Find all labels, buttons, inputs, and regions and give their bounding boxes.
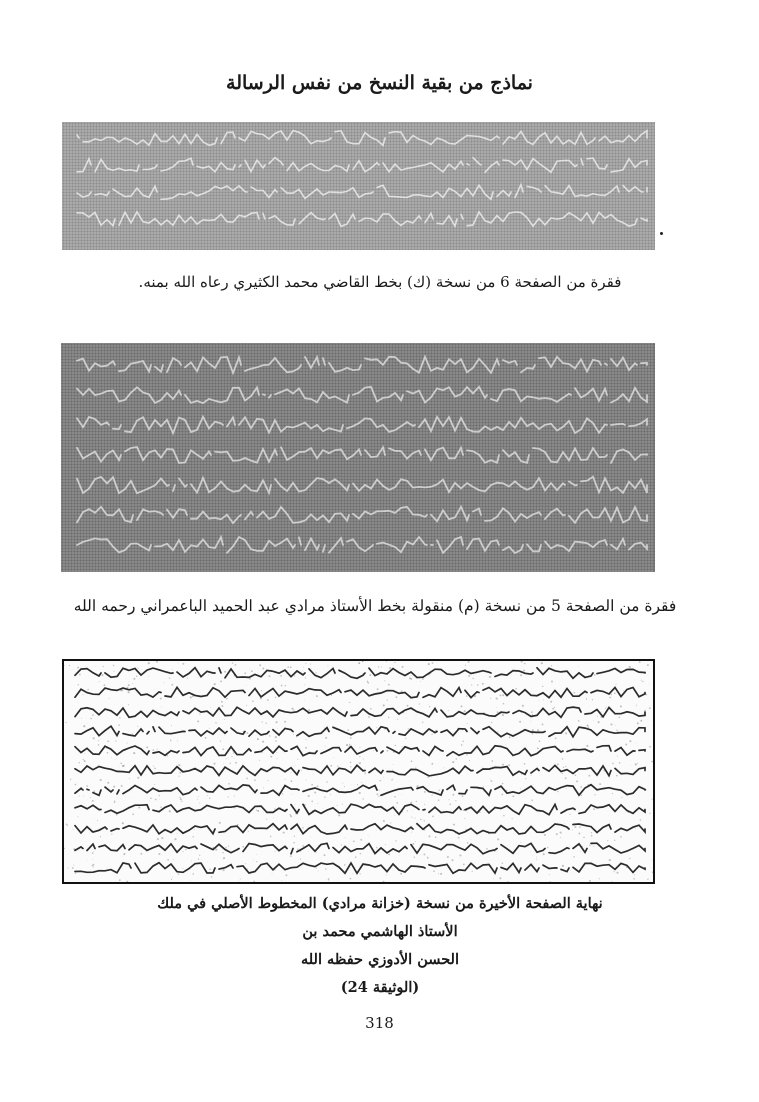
caption-line: نهاية الصفحة الأخيرة من نسخة (خزانة مرادي) المخطوط الأصلي في ملك الأستاذ الهاشمي محمد بن (157, 895, 603, 940)
figure-caption: فقرة من الصفحة 5 من نسخة (م) منقولة بخط الأستاذ مرادي عبد الحميد الباعمراني رحمه الله (73, 597, 677, 615)
figure-caption (150, 890, 610, 1002)
page-number: 318 (365, 1014, 394, 1032)
stray-dot (660, 232, 663, 235)
caption-line: الحسن الأدوزي حفظه الله (300, 951, 460, 968)
caption-line: (الوثيقة 24) (340, 979, 420, 996)
manuscript-image-3 (62, 659, 655, 884)
manuscript-image-1 (62, 122, 655, 250)
figure-caption: فقرة من الصفحة 6 من نسخة (ك) بخط القاضي محمد الكثيري رعاه الله بمنه. (138, 273, 622, 291)
page-title: نماذج من بقية النسخ من نفس الرسالة (226, 72, 533, 94)
manuscript-image-2 (61, 343, 655, 572)
